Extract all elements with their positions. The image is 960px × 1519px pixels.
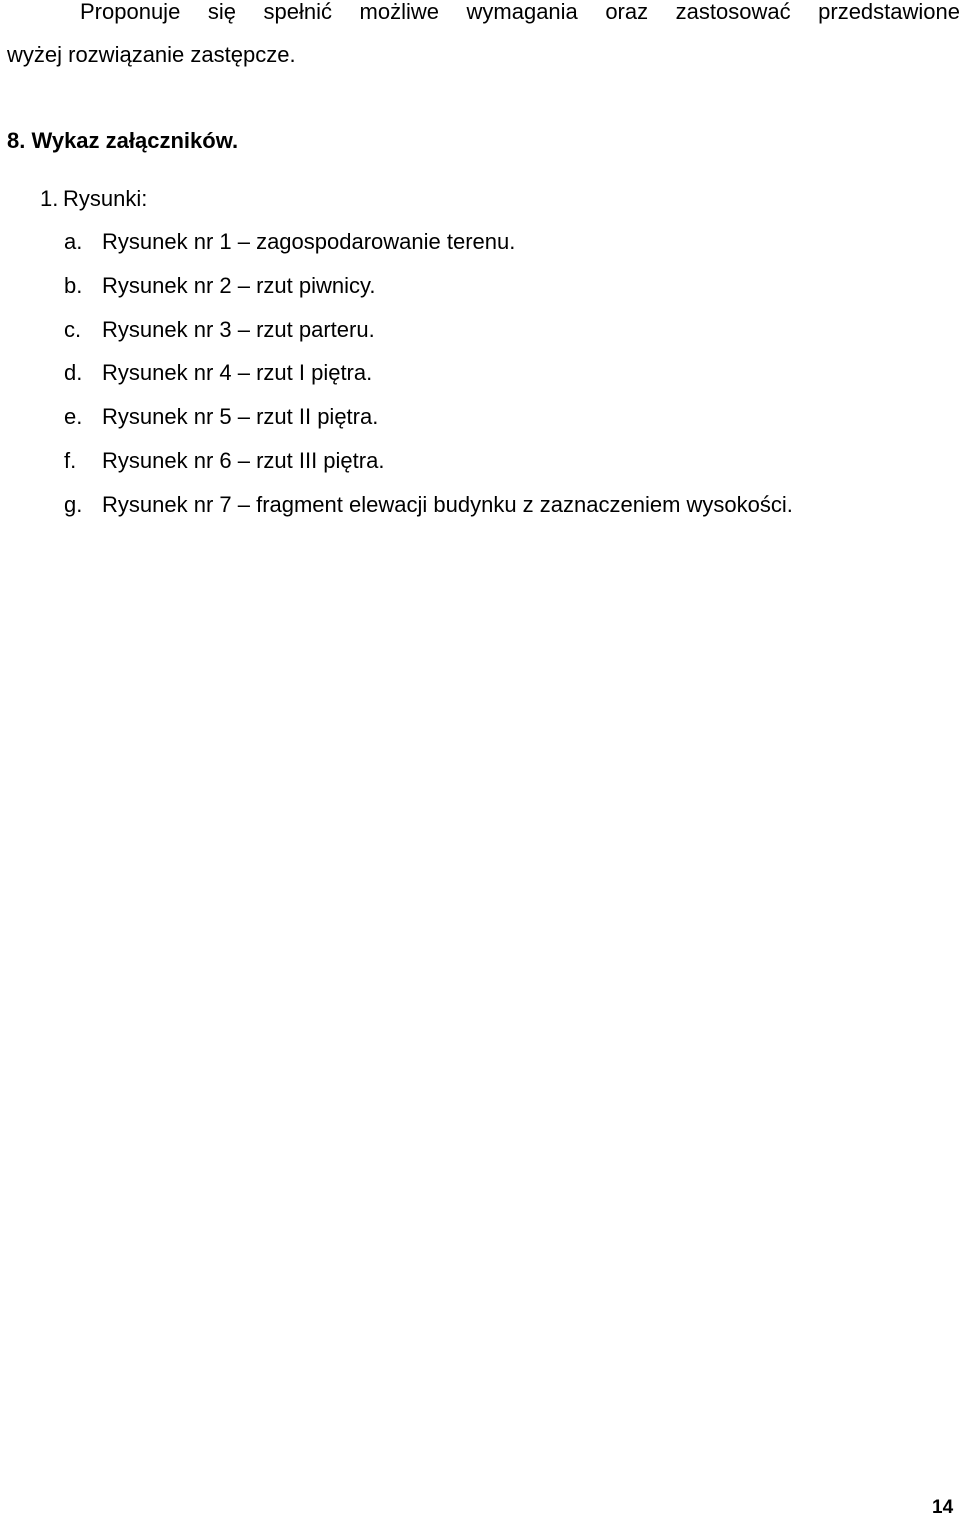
subsection-number: 1. — [40, 186, 59, 211]
list-item-text: Rysunek nr 6 – rzut III piętra. — [102, 447, 385, 473]
subsection-label: Rysunki: — [63, 186, 148, 211]
list-marker: e. — [64, 404, 83, 430]
page-number: 14 — [932, 1497, 954, 1518]
list-item — [64, 492, 793, 536]
list-item — [64, 448, 793, 492]
list-item — [64, 404, 793, 448]
subsection-heading — [40, 186, 147, 212]
paragraph-line-1: Proponuje się spełnić możliwe wymagania oraz zastosować przedstawione — [80, 0, 960, 24]
section-heading: 8. Wykaz załączników. — [7, 128, 239, 153]
paragraph-line-2: wyżej rozwiązanie zastępcze. — [7, 42, 296, 67]
list-marker: a. — [64, 229, 83, 254]
list-item-text: Rysunek nr 4 – rzut I piętra. — [102, 360, 373, 386]
list-item — [64, 273, 793, 317]
list-item — [64, 229, 793, 273]
list-item-text: Rysunek nr 5 – rzut II piętra. — [102, 404, 379, 430]
list-marker: c. — [64, 316, 82, 342]
attachment-list — [64, 229, 793, 536]
list-item-text: Rysunek nr 3 – rzut parteru. — [102, 316, 375, 342]
list-item-text: Rysunek nr 2 – rzut piwnicy. — [102, 272, 376, 298]
list-marker: b. — [64, 272, 83, 298]
list-marker: d. — [64, 360, 83, 386]
list-item — [64, 360, 793, 404]
list-marker: g. — [64, 491, 83, 517]
list-item-text: Rysunek nr 7 – fragment elewacji budynku z zaznaczeniem wysokości. — [102, 491, 793, 517]
list-item-text: Rysunek nr 1 – zagospodarowanie terenu. — [102, 229, 516, 254]
list-marker: f. — [64, 447, 77, 473]
list-item — [64, 317, 793, 361]
